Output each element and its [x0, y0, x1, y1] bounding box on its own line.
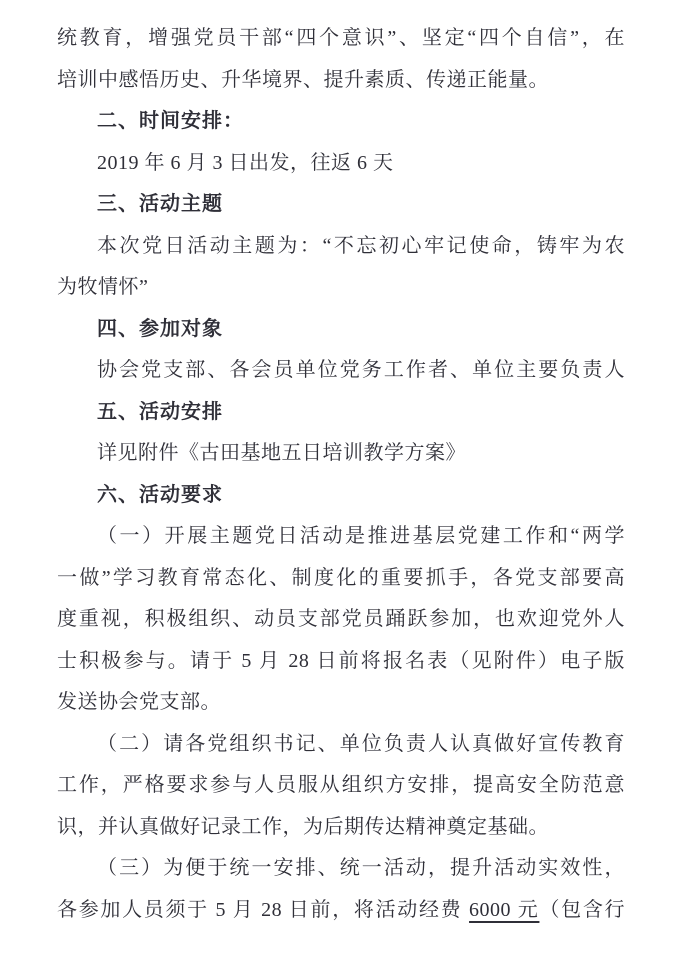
attachment-reference-line: 详见附件《古田基地五日培训教学方案》	[97, 442, 466, 464]
theme-paragraph-line-1: 本次党日活动主题为：“不忘初心牢记使命，铸牢为农	[97, 234, 625, 257]
section-4-heading-participants: 四、参加对象	[97, 317, 223, 340]
section-3-heading-activity-theme: 三、活动主题	[97, 193, 223, 215]
requirement-3-line-2	[57, 890, 625, 932]
requirement-2-line-3: 识，并认真做好记录工作，为后期传达精神奠定基础。	[57, 815, 549, 838]
requirement-3-line-1: （三）为便于统一安排、统一活动，提升活动实效性，	[97, 857, 625, 879]
participants-line: 协会党支部、各会员单位党务工作者、单位主要负责人	[97, 359, 625, 381]
section-2-heading-time-arrangement: 二、时间安排：	[97, 110, 244, 132]
requirement-1-line-1: （一）开展主题党日活动是推进基层党建工作和“两学	[97, 525, 625, 547]
fee-sentence-before: 各参加人员须于 5 月 28 日前，将活动经费	[57, 898, 470, 921]
departure-date-line: 2019 年 6 月 3 日出发，往返 6 天	[97, 151, 394, 174]
requirement-2-line-1: （二）请各党组织书记、单位负责人认真做好宣传教育	[97, 732, 625, 755]
section-6-heading-activity-requirements: 六、活动要求	[97, 483, 223, 506]
requirement-2-line-2: 工作，严格要求参与人员服从组织方安排，提高安全防范意	[57, 774, 625, 796]
requirement-1-line-2: 一做”学习教育常态化、制度化的重要抓手，各党支部要高	[57, 566, 625, 589]
requirement-1-line-5: 发送协会党支部。	[57, 691, 221, 713]
opening-paragraph-line-2: 培训中感悟历史、升华境界、提升素质、传递正能量。	[57, 68, 549, 91]
opening-paragraph-line-1: 统教育，增强党员干部“四个意识”、坚定“四个自信”，在	[57, 27, 625, 49]
requirement-1-line-4: 士积极参与。请于 5 月 28 日前将报名表（见附件）电子版	[57, 649, 625, 672]
requirement-1-line-3: 度重视，积极组织、动员支部党员踊跃参加，也欢迎党外人	[57, 608, 625, 630]
section-5-heading-activity-arrangement: 五、活动安排	[97, 400, 223, 423]
theme-paragraph-line-2: 为牧情怀”	[57, 276, 149, 298]
fee-sentence-after: （包含行	[539, 898, 626, 921]
fee-amount-underlined: 6000 元	[469, 898, 540, 921]
